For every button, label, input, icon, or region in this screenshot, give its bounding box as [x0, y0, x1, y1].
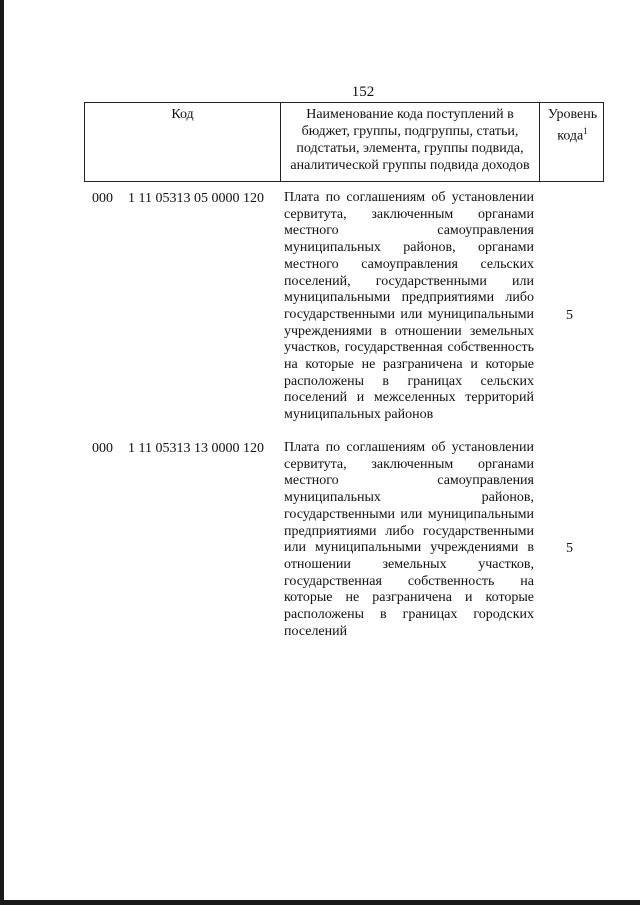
code-level: 5 [566, 308, 573, 323]
revenue-description: Плата по соглашениям об установлении сервитута, заключенным органами местного самоуправления муниципальных районов, государственными или муниципальными предприятиями либо государственными или муниципальными учреждениями в отношении земельных участков, государственная собственность на которые не разграничена и которые расположены в границах городских поселений [284, 440, 534, 639]
admin-code: 000 [92, 441, 113, 456]
revenue-description: Плата по соглашениям об установлении сервитута, заключенным органами местного самоуправления муниципальных районов, органами местного самоуправления сельских поселений, государственными или муниципальными предприятиями либо государственными или муниципальными учреждениями в отношении земельных участков, государственная собственность на которые не разграничена и которые расположены в границах сельских поселений и межселенных территорий муниципальных районов [284, 190, 534, 423]
code-level: 5 [566, 541, 573, 556]
header-level [540, 103, 603, 181]
page-number: 152 [351, 84, 375, 100]
scan-border-left [0, 0, 4, 905]
scan-border-bottom [0, 900, 640, 905]
admin-code: 000 [92, 191, 113, 206]
revenue-code: 1 11 05313 05 0000 120 [128, 191, 264, 206]
revenue-code: 1 11 05313 13 0000 120 [128, 441, 264, 456]
table-header [84, 102, 604, 182]
header-level-footnote: 1 [583, 126, 588, 136]
header-code: Код [85, 103, 281, 181]
header-level-label: Уровень кода [547, 107, 598, 144]
header-name: Наименование кода поступлений в бюджет, группы, подгруппы, статьи, подстатьи, элемента, группы подвида, аналитической группы подвида доходов [281, 103, 540, 181]
